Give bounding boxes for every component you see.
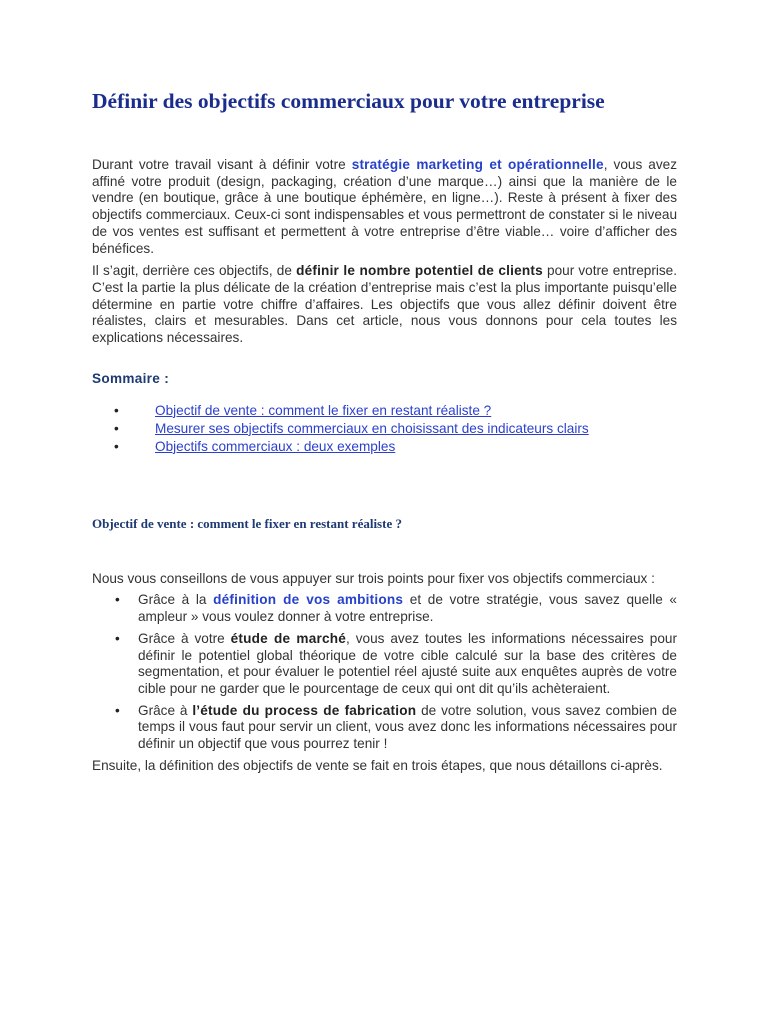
closing-paragraph: Ensuite, la définition des objectifs de vente se fait en trois étapes, que nous détaillons ci-après. (92, 757, 663, 773)
point-text: , vous avez toutes les informations nécessaires pour définir le potentiel global théorique de votre cible calculé sur la base des critères de segmentation, et pour évaluer le potentiel réel ajusté suite aux enquêtes auprès de votre cible pour ne garder que le pourcentage de ceux qui ont dit qu’ils achèteraient. (138, 630, 677, 696)
point-item (92, 703, 677, 753)
bold-keyword: définir le nombre potentiel de clients (296, 263, 543, 279)
point-text: de votre solution, vous savez combien de temps il vous faut pour servir un client, vous avez donc les informations nécessaires pour définir un objectif que vous pourrez tenir ! (138, 702, 677, 752)
sommaire-title: Sommaire : (92, 370, 170, 386)
point-item (92, 631, 677, 698)
point-text: Grâce à la (138, 592, 214, 608)
bullet-icon: • (114, 420, 119, 436)
sommaire-link-indicateurs[interactable]: Mesurer ses objectifs commerciaux en choisissant des indicateurs clairs (155, 420, 589, 436)
bold-keyword: étude de marché (230, 630, 346, 646)
section-heading: Objectif de vente : comment le fixer en restant réaliste ? (92, 515, 402, 531)
bullet-icon: • (114, 402, 119, 418)
bullet-icon: • (114, 438, 119, 454)
intro-paragraph-1 (92, 157, 677, 257)
sommaire-link-exemples[interactable]: Objectifs commerciaux : deux exemples (155, 438, 396, 454)
intro-text: pour votre entreprise. C’est la partie la plus délicate de la création d’entreprise mais c’est la plus importante puisqu’elle détermine en partie votre chiffre d’affaires. Les objectifs que vous allez définir doivent être réalistes, clairs et mesurables. Dans cet article, nous vous donnons pour cela toutes les explications nécessaires. (92, 263, 678, 346)
intro-paragraph-2 (92, 263, 677, 347)
strategie-marketing-link[interactable]: stratégie marketing et opérationnelle (351, 157, 604, 172)
ambitions-link[interactable]: définition de vos ambitions (213, 592, 404, 608)
section-lead: Nous vous conseillons de vous appuyer sur trois points pour fixer vos objectifs commerciaux : (92, 570, 655, 586)
sommaire-link-objectif-vente[interactable]: Objectif de vente : comment le fixer en restant réaliste ? (155, 402, 492, 418)
sommaire-item (92, 402, 677, 420)
point-text: Grâce à votre (138, 630, 231, 646)
points-list (92, 592, 677, 752)
bullet-icon: • (115, 630, 120, 646)
point-text: Grâce à (138, 702, 193, 718)
bullet-icon: • (115, 702, 120, 718)
intro-text: Il s’agit, derrière ces objectifs, de (92, 263, 297, 279)
point-item (92, 592, 677, 625)
intro-text: , vous avez affiné votre produit (design, packaging, création d’une marque…) ainsi que la manière de le vendre (en boutique, grâce à une boutique éphémère, en ligne…). Reste à présent à fixer des objectifs commerciaux. Ceux-ci sont indispensables et vous permettront de constater si le niveau de vos ventes est suffisant et permettent à votre entreprise d’être viable… voire d’afficher des bénéfices. (92, 157, 677, 256)
article-body (92, 88, 677, 774)
sommaire-item (92, 438, 677, 456)
bold-keyword: l’étude du process de fabrication (192, 702, 417, 718)
article-title: Définir des objectifs commerciaux pour votre entreprise (92, 89, 605, 113)
intro-text: Durant votre travail visant à définir votre (92, 157, 352, 172)
sommaire-list (92, 402, 677, 456)
point-text: et de votre stratégie, vous savez quelle « ampleur » vous voulez donner à votre entreprise. (138, 592, 677, 625)
bullet-icon: • (115, 592, 120, 608)
sommaire-item (92, 420, 677, 438)
